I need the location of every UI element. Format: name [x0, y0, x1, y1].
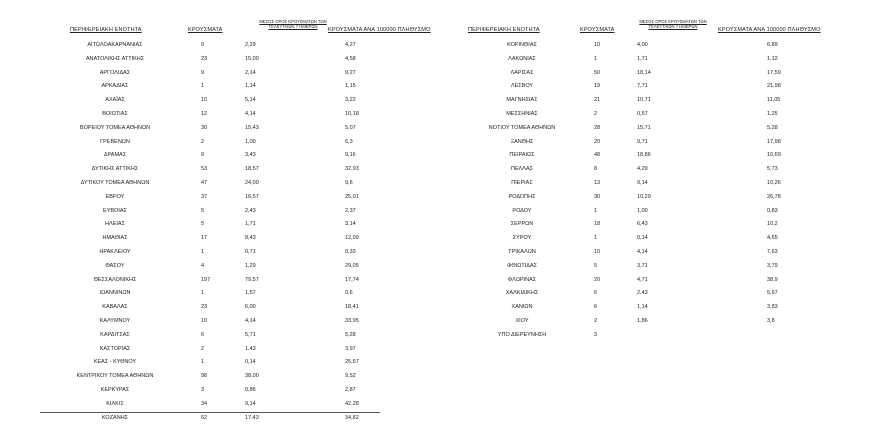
cell-avg: 1,57 — [245, 290, 256, 297]
cell-region: ΘΑΣΟΥ — [105, 262, 125, 269]
cell-avg: 5,71 — [245, 331, 256, 338]
cell-region: ΧΑΛΚΙΔΙΚΗΣ — [505, 290, 539, 297]
table-row — [40, 107, 440, 121]
cell-rate: 17,74 — [345, 276, 359, 283]
cell-rate: 1,12 — [767, 55, 778, 62]
cell-rate: 9,27 — [345, 69, 356, 76]
table-row — [40, 176, 440, 190]
cell-cases: 48 — [594, 152, 601, 159]
table-row — [40, 369, 440, 383]
cell-cases: 2 — [201, 138, 205, 145]
cell-cases: 34 — [201, 400, 208, 407]
cell-region: ΤΡΙΚΑΛΩΝ — [508, 248, 536, 255]
table-row — [40, 314, 440, 328]
header-avg — [250, 19, 336, 29]
cell-rate: 4,65 — [767, 235, 778, 242]
cell-region: ΚΑΣΤΟΡΙΑΣ — [99, 345, 131, 352]
cell-cases: 1 — [201, 359, 205, 366]
cell-avg: 15,43 — [245, 124, 259, 131]
cell-region: ΔΥΤΙΚΟΥ ΤΟΜΕΑ ΑΘΗΝΩΝ — [80, 179, 150, 186]
cell-rate: 33,95 — [345, 317, 359, 324]
table-row — [462, 300, 832, 314]
table-row — [40, 162, 440, 176]
cell-avg: 1,00 — [245, 138, 256, 145]
header-cases: ΚΡΟΥΣΜΑΤΑ — [188, 27, 223, 33]
cell-rate: 34,82 — [345, 414, 359, 421]
table-row — [40, 217, 440, 231]
cell-cases: 1 — [201, 83, 205, 90]
table-row — [462, 121, 832, 135]
cell-region: ΒΟΡΕΙΟΥ ΤΟΜΕΑ ΑΘΗΝΩΝ — [79, 124, 151, 131]
header-rate: ΚΡΟΥΣΜΑΤΑ ΑΝΑ 100000 ΠΛΗΘΥΣΜΟ — [328, 27, 431, 33]
cell-rate: 10,18 — [345, 110, 359, 117]
cell-region: ΚΑΒΑΛΑΣ — [102, 304, 128, 311]
table-row — [40, 135, 440, 149]
cell-rate: 18,41 — [345, 304, 359, 311]
cell-region: ΗΡΑΚΛΕΙΟΥ — [99, 248, 131, 255]
cell-avg: 3,43 — [245, 152, 256, 159]
cell-rate: 5,28 — [767, 124, 778, 131]
cell-region: ΓΡΕΒΕΝΩΝ — [100, 138, 130, 145]
left-table — [40, 18, 440, 424]
table-row — [462, 176, 832, 190]
header-region: ΠΕΡΙΦΕΡΕΙΑΚΗ ΕΝΟΤΗΤΑ — [70, 27, 142, 33]
cell-avg: 1,14 — [637, 304, 648, 311]
cell-avg: 1,86 — [637, 317, 648, 324]
bottom-rule — [40, 412, 380, 413]
cell-region: ΣΕΡΡΩΝ — [510, 221, 534, 228]
cell-region: ΛΕΣΒΟΥ — [510, 83, 534, 90]
cell-rate: 3,97 — [345, 345, 356, 352]
cell-avg: 1,29 — [245, 262, 256, 269]
table-row — [462, 314, 832, 328]
cell-region: ΕΒΡΟΥ — [105, 193, 125, 200]
cell-region: ΥΠΟ ΔΙΕΡΕΥΝΗΣΗ — [497, 331, 547, 338]
cell-rate: 7,63 — [767, 248, 778, 255]
cell-rate: 2,37 — [345, 207, 356, 214]
cell-avg: 15,00 — [245, 55, 259, 62]
table-row — [40, 286, 440, 300]
cell-rate: 32,93 — [345, 166, 359, 173]
right-table-header — [462, 18, 832, 38]
cell-rate: 2,87 — [345, 386, 356, 393]
cell-region: ΚΟΖΑΝΗΣ — [101, 414, 129, 421]
table-row — [40, 204, 440, 218]
table-row — [462, 190, 832, 204]
cell-region: ΙΩΑΝΝΙΝΩΝ — [99, 290, 131, 297]
table-row — [462, 273, 832, 287]
table-row — [462, 148, 832, 162]
cell-cases: 1 — [201, 290, 205, 297]
cell-region: ΡΟΔΟΥ — [512, 207, 532, 214]
cell-region: ΑΙΤΩΛΟΑΚΑΡΝΑΝΙΑΣ — [87, 42, 143, 48]
cell-avg: 0,71 — [245, 248, 256, 255]
table-row — [40, 190, 440, 204]
cell-rate: 6,89 — [767, 42, 778, 48]
table-row — [462, 135, 832, 149]
cell-rate: 26,78 — [767, 193, 781, 200]
cell-cases: 10 — [594, 248, 601, 255]
cell-rate: 17,98 — [767, 138, 781, 145]
cell-cases: 53 — [201, 166, 208, 173]
cell-cases: 1 — [594, 55, 598, 62]
cell-avg: 9,71 — [637, 138, 648, 145]
cell-cases: 2 — [594, 317, 598, 324]
cell-region: ΡΟΔΟΠΗΣ — [508, 193, 536, 200]
cell-rate: 11,05 — [767, 97, 781, 104]
table-row — [40, 121, 440, 135]
cell-cases: 3 — [594, 331, 598, 338]
cell-rate: 6,3 — [345, 138, 353, 145]
cell-rate: 42,28 — [345, 400, 359, 407]
cell-rate: 1,25 — [767, 110, 778, 117]
cell-cases: 8 — [594, 166, 598, 173]
table-row — [40, 328, 440, 342]
cell-cases: 17 — [201, 235, 208, 242]
table-row — [40, 300, 440, 314]
cell-avg: 1,71 — [637, 55, 648, 62]
cell-rate: 5,73 — [767, 166, 778, 173]
cell-region: ΞΑΝΘΗΣ — [510, 138, 534, 145]
cell-cases: 1 — [594, 207, 598, 214]
cell-avg: 2,14 — [245, 69, 256, 76]
header-avg-line1: ΜΕΣΟΣ ΟΡΟΣ ΚΡΟΥΣΜΑΤΩΝ ΤΩΝ — [259, 19, 327, 24]
cell-region: ΑΝΑΤΟΛΙΚΗΣ ΑΤΤΙΚΗΣ — [85, 55, 145, 62]
cell-cases: 2 — [201, 345, 205, 352]
cell-avg: 7,71 — [637, 83, 648, 90]
cell-region: ΕΥΒΟΙΑΣ — [103, 207, 127, 214]
table-row — [40, 342, 440, 356]
cell-cases: 21 — [594, 97, 601, 104]
cell-cases: 20 — [594, 138, 601, 145]
cell-rate: 3,14 — [345, 221, 356, 228]
cell-rate: 25,57 — [345, 359, 359, 366]
cell-region: ΠΕΙΡΑΙΩΣ — [509, 152, 535, 159]
cell-rate: 10,2 — [767, 221, 778, 228]
table-row — [40, 259, 440, 273]
cell-rate: 3,8 — [767, 317, 775, 324]
cell-cases: 1 — [201, 248, 205, 255]
cell-region: ΦΘΙΩΤΙΔΑΣ — [507, 262, 537, 269]
table-row — [462, 93, 832, 107]
cell-cases: 37 — [201, 193, 208, 200]
table-row — [40, 52, 440, 66]
cell-region: ΝΟΤΙΟΥ ΤΟΜΕΑ ΑΘΗΝΩΝ — [488, 124, 556, 131]
cell-region: ΗΜΑΘΙΑΣ — [102, 235, 128, 242]
cell-rate: 12,09 — [345, 235, 359, 242]
cell-cases: 6 — [201, 331, 205, 338]
cell-avg: 18,57 — [245, 166, 259, 173]
cell-avg: 0,57 — [637, 110, 648, 117]
table-row — [462, 204, 832, 218]
cell-rate: 25,01 — [345, 193, 359, 200]
cell-avg: 8,43 — [245, 235, 256, 242]
cell-avg: 2,43 — [245, 207, 256, 214]
cell-avg: 9,14 — [637, 179, 648, 186]
cell-region: ΚΙΛΚΙΣ — [106, 400, 124, 407]
cell-region: ΒΟΙΩΤΙΑΣ — [102, 110, 128, 117]
cell-cases: 6 — [594, 290, 598, 297]
header-avg-line2: ΤΕΛΕΥΤΑΙΩΝ 7 ΗΜΕΡΩΝ — [648, 24, 698, 29]
cell-region: ΗΛΕΙΑΣ — [105, 221, 125, 228]
table-row — [462, 245, 832, 259]
header-avg — [630, 19, 716, 29]
table-row — [40, 38, 440, 52]
cell-avg: 3,71 — [637, 262, 648, 269]
cell-cases: 13 — [594, 179, 601, 186]
cell-cases: 9 — [201, 42, 205, 48]
cell-region: ΚΟΡΙΝΘΙΑΣ — [507, 42, 537, 48]
cell-rate: 29,05 — [345, 262, 359, 269]
cell-avg: 6,43 — [637, 221, 648, 228]
cell-rate: 10,26 — [767, 179, 781, 186]
cell-rate: 38,9 — [767, 276, 778, 283]
cell-cases: 23 — [201, 55, 208, 62]
cell-rate: 0,33 — [345, 248, 356, 255]
cell-avg: 24,00 — [245, 179, 259, 186]
cell-cases: 30 — [201, 124, 208, 131]
cell-rate: 9,52 — [345, 373, 356, 380]
cell-cases: 6 — [594, 304, 598, 311]
cell-cases: 9 — [201, 152, 205, 159]
cell-avg: 4,71 — [637, 276, 648, 283]
cell-avg: 4,14 — [245, 317, 256, 324]
cell-avg: 17,43 — [245, 414, 259, 421]
cell-rate: 10,69 — [767, 152, 781, 159]
header-avg-line1: ΜΕΣΟΣ ΟΡΟΣ ΚΡΟΥΣΜΑΤΩΝ ΤΩΝ — [639, 19, 707, 24]
cell-avg: 9,14 — [245, 400, 256, 407]
cell-avg: 0,14 — [637, 235, 648, 242]
cell-avg: 0,14 — [245, 359, 256, 366]
cell-region: ΑΡΓΟΛΙΔΑΣ — [99, 69, 131, 76]
cell-region: ΛΑΡΙΣΑΣ — [510, 69, 534, 76]
cell-cases: 2 — [594, 110, 598, 117]
table-row — [40, 66, 440, 80]
table-row — [462, 217, 832, 231]
cell-avg: 2,43 — [637, 290, 648, 297]
cell-region: ΧΑΝΙΩΝ — [511, 304, 533, 311]
cell-cases: 30 — [594, 193, 601, 200]
header-region: ΠΕΡΙΦΕΡΕΙΑΚΗ ΕΝΟΤΗΤΑ — [468, 27, 540, 33]
cell-region: ΘΕΣΣΑΛΟΝΙΚΗΣ — [93, 276, 137, 283]
header-cases: ΚΡΟΥΣΜΑΤΑ — [580, 27, 615, 33]
cell-avg: 4,14 — [637, 248, 648, 255]
cell-cases: 98 — [201, 373, 208, 380]
cell-avg: 1,00 — [637, 207, 648, 214]
cell-rate: 9,6 — [345, 179, 353, 186]
cell-avg: 1,14 — [245, 83, 256, 90]
table-row — [40, 79, 440, 93]
cell-rate: 5,67 — [767, 290, 778, 297]
cell-region: ΜΕΣΣΗΝΙΑΣ — [506, 110, 538, 117]
cell-avg: 18,14 — [637, 69, 651, 76]
cell-region: ΜΑΓΝΗΣΙΑΣ — [506, 97, 538, 104]
cell-cases: 3 — [201, 386, 205, 393]
table-row — [40, 273, 440, 287]
table-row — [462, 38, 832, 52]
cell-avg: 16,57 — [245, 193, 259, 200]
cell-avg: 38,00 — [245, 373, 259, 380]
cell-avg: 6,00 — [245, 304, 256, 311]
cell-cases: 9 — [201, 69, 205, 76]
cell-avg: 2,29 — [245, 42, 256, 48]
table-row — [462, 328, 832, 342]
cell-rate: 1,15 — [345, 83, 356, 90]
table-row — [40, 148, 440, 162]
header-avg-line2: ΤΕΛΕΥΤΑΙΩΝ 7 ΗΜΕΡΩΝ — [268, 24, 318, 29]
cell-region: ΚΑΡΔΙΤΣΑΣ — [100, 331, 130, 338]
cell-avg: 4,14 — [245, 110, 256, 117]
cell-cases: 47 — [201, 179, 208, 186]
table-row — [462, 107, 832, 121]
table-row — [462, 66, 832, 80]
cell-avg: 1,43 — [245, 345, 256, 352]
cell-avg: 4,00 — [637, 42, 648, 48]
cell-region: ΠΕΛΛΑΣ — [510, 166, 534, 173]
header-rate: ΚΡΟΥΣΜΑΤΑ ΑΝΑ 100000 ΠΛΗΘΥΣΜΟ — [718, 27, 821, 33]
table-row — [462, 52, 832, 66]
cell-region: ΠΙΕΡΙΑΣ — [511, 179, 533, 186]
cell-rate: 9,16 — [345, 152, 356, 159]
cell-region: ΦΛΩΡΙΝΑΣ — [507, 276, 537, 283]
cell-region: ΚΕΑΣ - ΚΥΘΝΟΥ — [93, 359, 137, 366]
left-table-header — [40, 18, 440, 38]
cell-avg: 0,86 — [245, 386, 256, 393]
cell-avg: 18,86 — [637, 152, 651, 159]
cell-cases: 23 — [201, 304, 208, 311]
table-row — [40, 245, 440, 259]
cell-region: ΚΕΡΚΥΡΑΣ — [100, 386, 130, 393]
cell-region: ΑΧΑΪΑΣ — [105, 97, 125, 104]
table-row — [40, 93, 440, 107]
table-row — [462, 286, 832, 300]
cell-cases: 4 — [201, 262, 205, 269]
table-row — [462, 162, 832, 176]
cell-avg: 15,71 — [637, 124, 651, 131]
cell-rate: 4,58 — [345, 55, 356, 62]
cell-avg: 4,29 — [637, 166, 648, 173]
cell-avg: 1,71 — [245, 221, 256, 228]
cell-cases: 10 — [201, 97, 208, 104]
cell-rate: 17,59 — [767, 69, 781, 76]
cell-region: ΧΙΟΥ — [515, 317, 529, 324]
cell-region: ΔΡΑΜΑΣ — [103, 152, 127, 159]
cell-cases: 10 — [594, 42, 601, 48]
right-table — [462, 18, 832, 342]
cell-rate: 5,07 — [345, 124, 356, 131]
cell-rate: 3,83 — [767, 304, 778, 311]
cell-region: ΚΑΛΥΜΝΟΥ — [99, 317, 131, 324]
cell-avg: 10,29 — [637, 193, 651, 200]
table-row — [40, 397, 440, 411]
cell-cases: 52 — [201, 414, 208, 421]
cell-rate: 0,6 — [345, 290, 353, 297]
cell-cases: 18 — [594, 221, 601, 228]
cell-rate: 4,27 — [345, 42, 356, 48]
cell-cases: 5 — [201, 221, 205, 228]
cell-rate: 3,79 — [767, 262, 778, 269]
cell-rate: 3,22 — [345, 97, 356, 104]
cell-rate: 5,28 — [345, 331, 356, 338]
left-table-body — [40, 38, 440, 424]
table-row — [462, 231, 832, 245]
cell-rate: 0,83 — [767, 207, 778, 214]
cell-cases: 1 — [594, 235, 598, 242]
cell-region: ΣΥΡΟΥ — [512, 235, 532, 242]
table-row — [462, 259, 832, 273]
cell-cases: 28 — [594, 124, 601, 131]
cell-rate: 21,98 — [767, 83, 781, 90]
table-row — [40, 355, 440, 369]
cell-cases: 20 — [594, 276, 601, 283]
cell-cases: 10 — [201, 317, 208, 324]
cell-avg: 5,14 — [245, 97, 256, 104]
cell-cases: 19 — [594, 83, 601, 90]
cell-cases: 5 — [201, 207, 205, 214]
cell-region: ΑΡΚΑΔΙΑΣ — [101, 83, 129, 90]
cell-cases: 197 — [201, 276, 211, 283]
table-row — [40, 231, 440, 245]
table-row — [40, 383, 440, 397]
cell-avg: 79,57 — [245, 276, 259, 283]
cell-region: ΚΕΝΤΡΙΚΟΥ ΤΟΜΕΑ ΑΘΗΝΩΝ — [76, 373, 154, 380]
cell-avg: 10,71 — [637, 97, 651, 104]
cell-region: ΔΥΤΙΚΗΣ ΑΤΤΙΚΗΣ — [91, 166, 139, 173]
right-table-body — [462, 38, 832, 342]
table-row — [462, 79, 832, 93]
cell-cases: 5 — [594, 262, 598, 269]
cell-region: ΛΑΚΩΝΙΑΣ — [508, 55, 536, 62]
cell-cases: 12 — [201, 110, 208, 117]
cell-cases: 50 — [594, 69, 601, 76]
